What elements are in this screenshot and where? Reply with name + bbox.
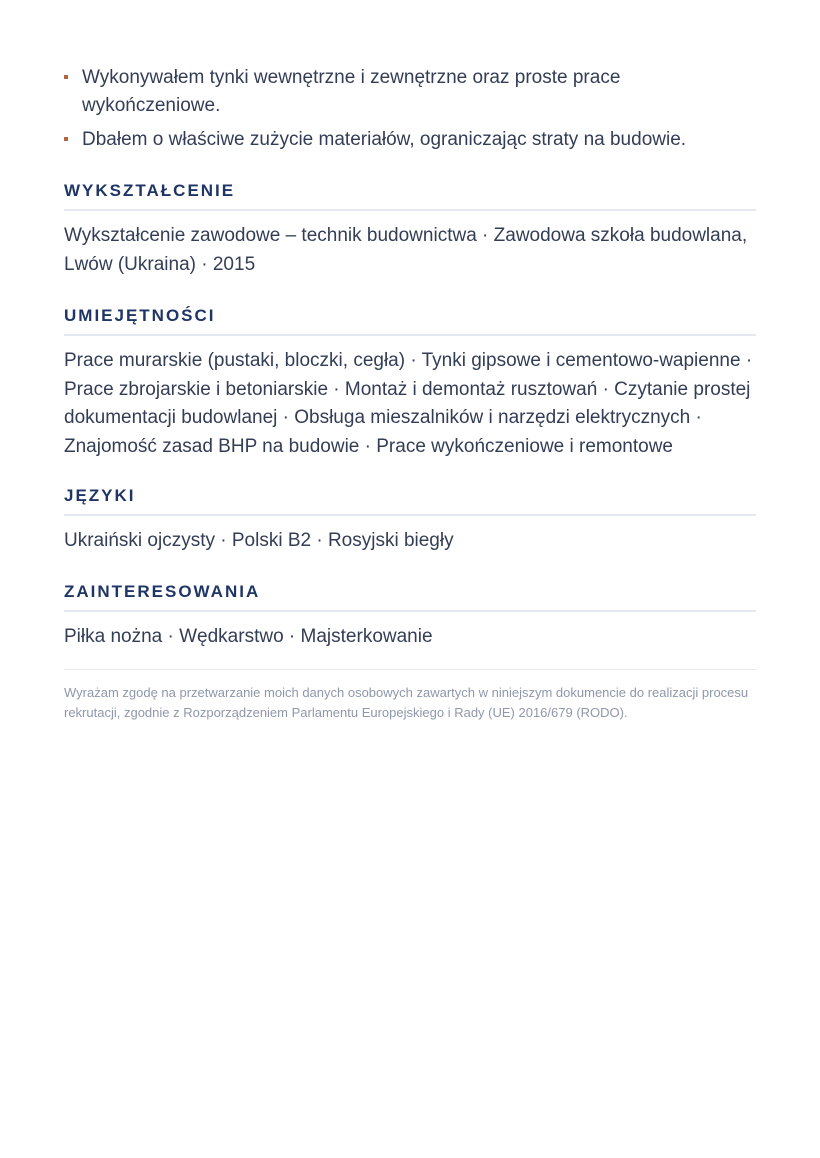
- languages-section: [64, 485, 756, 556]
- languages-text: Ukraiński ojczysty · Polski B2 · Rosyjski biegły: [64, 530, 454, 551]
- skills-text: Prace murarskie (pustaki, bloczki, cegła) · Tynki gipsowe i cementowo-wapienne · Prace zbrojarskie i betoniarskie · Montaż i demontaż rusztowań · Czytanie prostej dokumentacji budowlanej · Obsługa mieszalników i narzędzi elektrycznych · Znajomość zasad BHP na budowie · Prace wykończeniowe i remontowe: [64, 350, 753, 457]
- bullet-square-icon: [64, 137, 68, 141]
- education-section: [64, 180, 756, 279]
- bullet-square-icon: [64, 75, 68, 79]
- skills-heading: UMIEJĘTNOŚCI: [64, 305, 756, 336]
- skills-section: [64, 305, 756, 461]
- gdpr-consent-clause: Wyrażam zgodę na przetwarzanie moich danych osobowych zawartych w niniejszym dokumencie do realizacji procesu rekrutacji, zgodnie z Rozporządzeniem Parlamentu Europejskiego i Rady (UE) 2016/679 (RODO).: [64, 685, 749, 720]
- education-text: Wykształcenie zawodowe – technik budownictwa · Zawodowa szkoła budowlana, Lwów (Ukraina) · 2015: [64, 225, 748, 275]
- experience-bullet-list: [64, 64, 756, 160]
- experience-bullet-text: Wykonywałem tynki wewnętrzne i zewnętrzne oraz proste prace wykończeniowe.: [82, 67, 621, 116]
- interests-heading: ZAINTERESOWANIA: [64, 581, 756, 612]
- languages-heading: JĘZYKI: [64, 485, 756, 516]
- education-heading: WYKSZTAŁCENIE: [64, 180, 756, 211]
- experience-bullet-text: Dbałem o właściwe zużycie materiałów, ograniczając straty na budowie.: [82, 129, 687, 150]
- experience-bullet-item: [64, 126, 756, 154]
- interests-section: [64, 581, 756, 652]
- experience-bullet-item: [64, 64, 756, 120]
- footer-divider: [64, 669, 756, 670]
- interests-text: Piłka nożna · Wędkarstwo · Majsterkowanie: [64, 626, 433, 647]
